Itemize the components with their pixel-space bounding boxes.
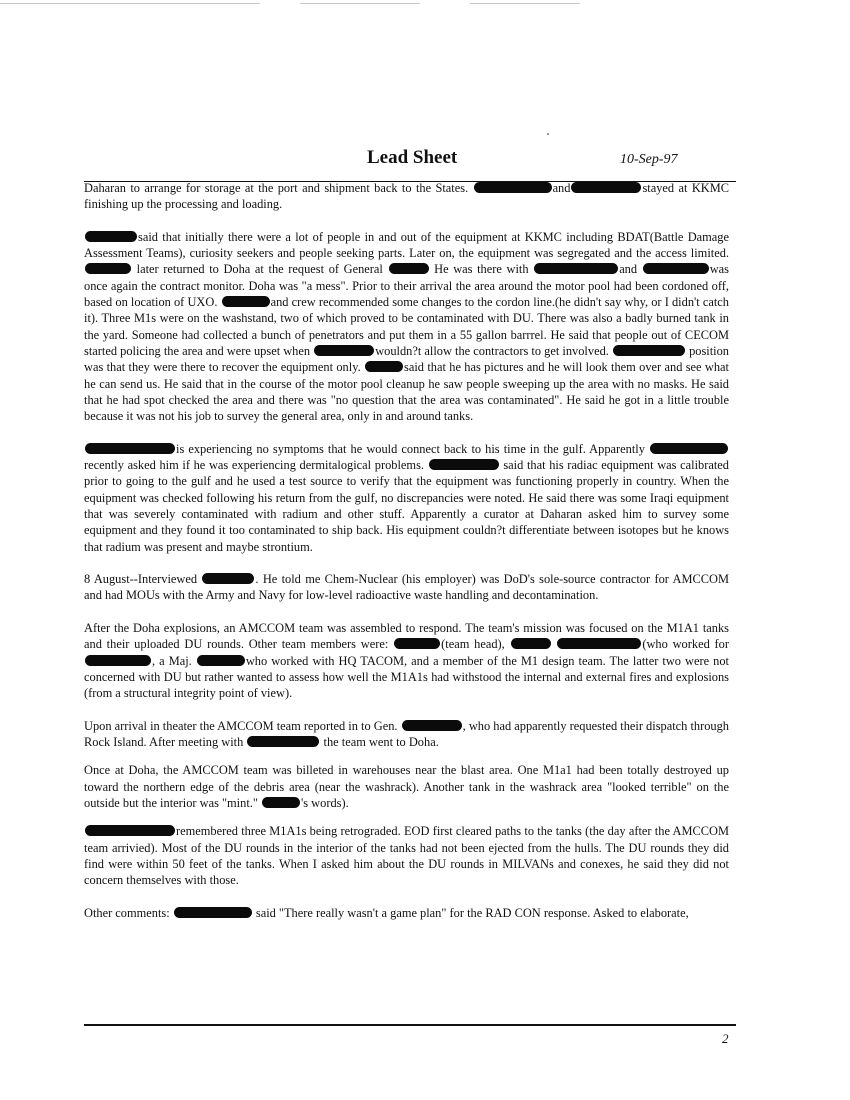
- paragraph-text: and: [619, 262, 642, 277]
- redaction-mark: [402, 720, 462, 731]
- redaction-mark: [474, 182, 552, 193]
- redaction-mark: [85, 443, 175, 454]
- paragraph-text: He was there with: [429, 262, 534, 277]
- scan-artifact: [470, 3, 580, 4]
- redaction-mark: [247, 736, 319, 747]
- page-title: Lead Sheet: [367, 147, 458, 168]
- redaction-mark: [613, 345, 685, 356]
- footer-rule: [84, 1024, 736, 1026]
- paragraph-text: said that his radiac equipment was calibrated prior to going to the gulf and he used a test source to verify that the equipment was functioning properly in country. When the equipment was checked following his return from the gulf, no discrepancies were noted. He said there was some Iraqi equipment that was severely contaminated with radium and other stuff. Apparently a curator at Daharan asked him to survey some equipment and they found it too contaminated to ship back. His equipment couldn?t differentiate between isotopes but he knows that radium was present and maybe strontium.: [84, 458, 729, 554]
- paragraph-text: Once at Doha, the AMCCOM team was billeted in warehouses near the blast area. One M1a1 had been totally destroyed up toward the northern edge of the debris area (near the washrack). Another tank in the washrack area "looked terrible" on the outside but the interior was "mint.": [84, 763, 729, 810]
- redaction-mark: [571, 182, 641, 193]
- paragraph-text: said "There really wasn't a game plan" for the RAD CON response. Asked to elaborate,: [252, 905, 689, 920]
- redaction-mark: [85, 655, 151, 666]
- paragraph-text: stayed at KKMC finishing up the processing and loading.: [84, 181, 729, 212]
- paragraph-text: and crew recommended some changes to the cordon line.(he didn't say why, or I didn't catch it). Three M1s were on the washstand, two of which proved to be contaminated with DU. There was also a badly burned tank in the yard. Someone had collected a bunch of penetrators and put them in a 55 gallon barrrel. He said that people out of CECOM started policing the area and were upset when: [84, 295, 729, 358]
- paragraph: [84, 441, 729, 555]
- paragraph-text: later returned to Doha at the request of General: [132, 262, 388, 277]
- header-date: 10-Sep-97: [620, 152, 678, 167]
- paragraph-text: Other comments:: [84, 905, 173, 920]
- paragraph-text: said that initially there were a lot of people in and out of the equipment at KKMC including BDAT(Battle Damage Assessment Teams), curiosity seekers and people seeking parts. Later on, the equipment was segregated and the access limited.: [84, 229, 729, 261]
- paragraph-text: Upon arrival in theater the AMCCOM team reported in to Gen.: [84, 718, 401, 733]
- paragraph-text: . He told me Chem-Nuclear (his employer) was DoD's sole-source contractor for AMCCOM and had MOUs with the Army and Navy for low-level radioactive waste handling and decontamination.: [84, 572, 729, 603]
- scan-artifact: [300, 3, 420, 4]
- paragraph-text: (who worked for: [642, 637, 730, 652]
- paragraph-text: who worked with HQ TACOM, and a member of the M1 design team. The latter two were not concerned with DU but rather wanted to assess how well the M1A1s had withstood the internal and external fires and explosions (from a structural integrity point of view).: [84, 653, 729, 701]
- paragraph: [84, 718, 729, 751]
- paragraph-text: position was that they were there to recover the equipment only.: [84, 343, 730, 375]
- paragraph-text: [552, 637, 557, 651]
- redaction-mark: [643, 263, 709, 274]
- paragraph-text: recently asked him if he was experiencing dermitalogical problems.: [84, 458, 428, 473]
- scan-artifact: [0, 3, 260, 4]
- redaction-mark: [222, 296, 270, 307]
- redaction-mark: [557, 638, 641, 649]
- redaction-mark: [650, 443, 728, 454]
- paragraph-text: and: [552, 181, 571, 195]
- redaction-mark: [174, 907, 252, 918]
- redaction-mark: [534, 263, 618, 274]
- paragraph-text: the team went to Doha.: [320, 735, 439, 750]
- redaction-mark: [262, 797, 300, 808]
- redaction-mark: [429, 459, 499, 470]
- scan-speck: [547, 133, 549, 135]
- paragraph-text: was once again the contract monitor. Doha was "a mess". Prior to their arrival the area around the motor pool had been cordoned off, based on location of UXO.: [84, 262, 729, 310]
- paragraph: [84, 229, 729, 425]
- redaction-mark: [389, 263, 429, 274]
- paragraph: [84, 571, 729, 604]
- document-body: [84, 180, 729, 937]
- paragraph-text: (team head),: [441, 637, 510, 652]
- paragraph-text: is experiencing no symptoms that he would connect back to his time in the gulf. Apparently: [176, 441, 649, 456]
- paragraph: [84, 823, 729, 888]
- paragraph-text: Daharan to arrange for storage at the port and shipment back to the States.: [84, 181, 473, 195]
- paragraph: [84, 762, 729, 811]
- paragraph-text: , who had apparently requested their dispatch through Rock Island. After meeting with: [84, 718, 729, 750]
- redaction-mark: [511, 638, 551, 649]
- redaction-mark: [85, 231, 137, 242]
- paragraph: [84, 905, 729, 921]
- paragraph-text: remembered three M1A1s being retrograded. EOD first cleared paths to the tanks (the day after the AMCCOM team arrivied). Most of the DU rounds in the interior of the tanks had not been ejected from the hulls. The DU rounds they did find were within 50 feet of the tanks. When I asked him about the DU rounds in MILVANs and conexes, he said they did not concern themselves with those.: [84, 824, 729, 888]
- redaction-mark: [85, 263, 131, 274]
- redaction-mark: [85, 825, 175, 836]
- redaction-mark: [394, 638, 440, 649]
- paragraph: [84, 180, 729, 213]
- redaction-mark: [197, 655, 245, 666]
- redaction-mark: [314, 345, 374, 356]
- redaction-mark: [365, 361, 403, 372]
- paragraph-text: wouldn?t allow the contractors to get involved.: [375, 343, 612, 358]
- paragraph: [84, 620, 729, 701]
- paragraph-text: 's words).: [301, 795, 349, 810]
- page-header: [84, 146, 734, 172]
- redaction-mark: [202, 573, 254, 584]
- page-number: 2: [722, 1031, 729, 1046]
- paragraph-text: After the Doha explosions, an AMCCOM team was assembled to respond. The team's mission was focused on the M1A1 tanks and their uploaded DU rounds. Other team members were:: [84, 621, 729, 652]
- paragraph-text: said that he has pictures and he will look them over and see what he can send us. He said that in the course of the motor pool cleanup he saw people sweeping up the area with no masks. He said that he had spot checked the area and there was "no question that the area was contaminated". He said he got in a little trouble because it was not his job to survey the general area, only in and around tanks.: [84, 360, 729, 424]
- paragraph-text: , a Maj.: [152, 653, 196, 668]
- paragraph-text: 8 August--Interviewed: [84, 572, 202, 587]
